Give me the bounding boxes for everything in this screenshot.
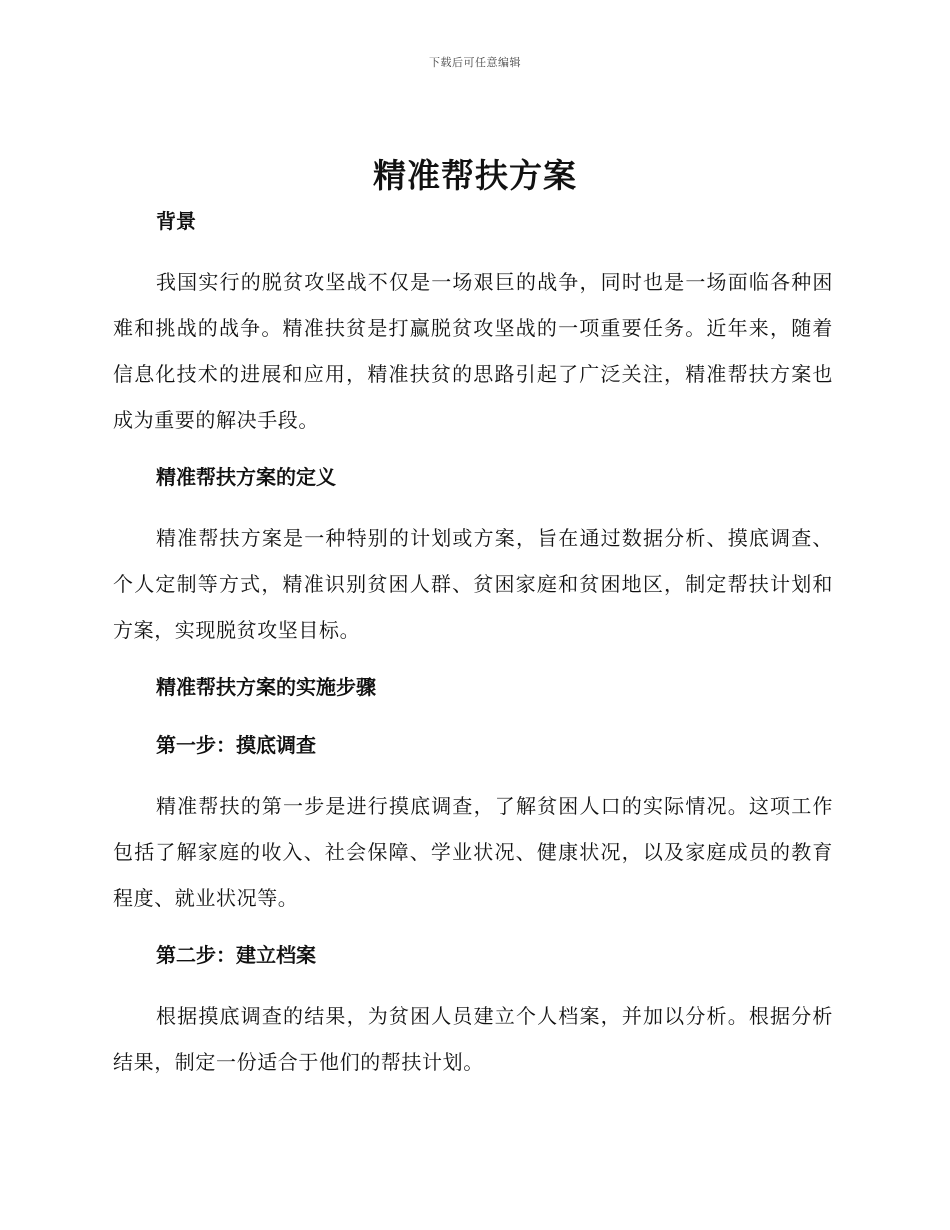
header-note: 下载后可任意编辑 bbox=[429, 56, 521, 69]
document-title: 精准帮扶方案 bbox=[373, 156, 577, 195]
section-heading-background: 背景 bbox=[156, 209, 196, 233]
section-paragraph-definition: 精准帮扶方案是一种特别的计划或方案，旨在通过数据分析、摸底调查、个人定制等方式，精准识别贫困人群、贫困家庭和贫困地区，制定帮扶计划和方案，实现脱贫攻坚目标。 bbox=[113, 526, 833, 642]
section-heading-step-one: 第一步：摸底调查 bbox=[156, 733, 316, 757]
section-heading-steps: 精准帮扶方案的实施步骤 bbox=[156, 675, 376, 699]
section-heading-definition: 精准帮扶方案的定义 bbox=[156, 465, 336, 489]
document-body bbox=[113, 205, 833, 1085]
section-paragraph-step-two: 根据摸底调查的结果，为贫困人员建立个人档案，并加以分析。根据分析结果，制定一份适合于他们的帮扶计划。 bbox=[113, 1004, 833, 1074]
section-paragraph-step-one: 精准帮扶的第一步是进行摸底调查，了解贫困人口的实际情况。这项工作包括了解家庭的收入、社会保障、学业状况、健康状况，以及家庭成员的教育程度、就业状况等。 bbox=[113, 794, 833, 910]
section-heading-step-two: 第二步：建立档案 bbox=[156, 943, 316, 967]
section-paragraph-background: 我国实行的脱贫攻坚战不仅是一场艰巨的战争，同时也是一场面临各种困难和挑战的战争。精准扶贫是打赢脱贫攻坚战的一项重要任务。近年来，随着信息化技术的进展和应用，精准扶贫的思路引起了广泛关注，精准帮扶方案也成为重要的解决手段。 bbox=[113, 270, 833, 432]
